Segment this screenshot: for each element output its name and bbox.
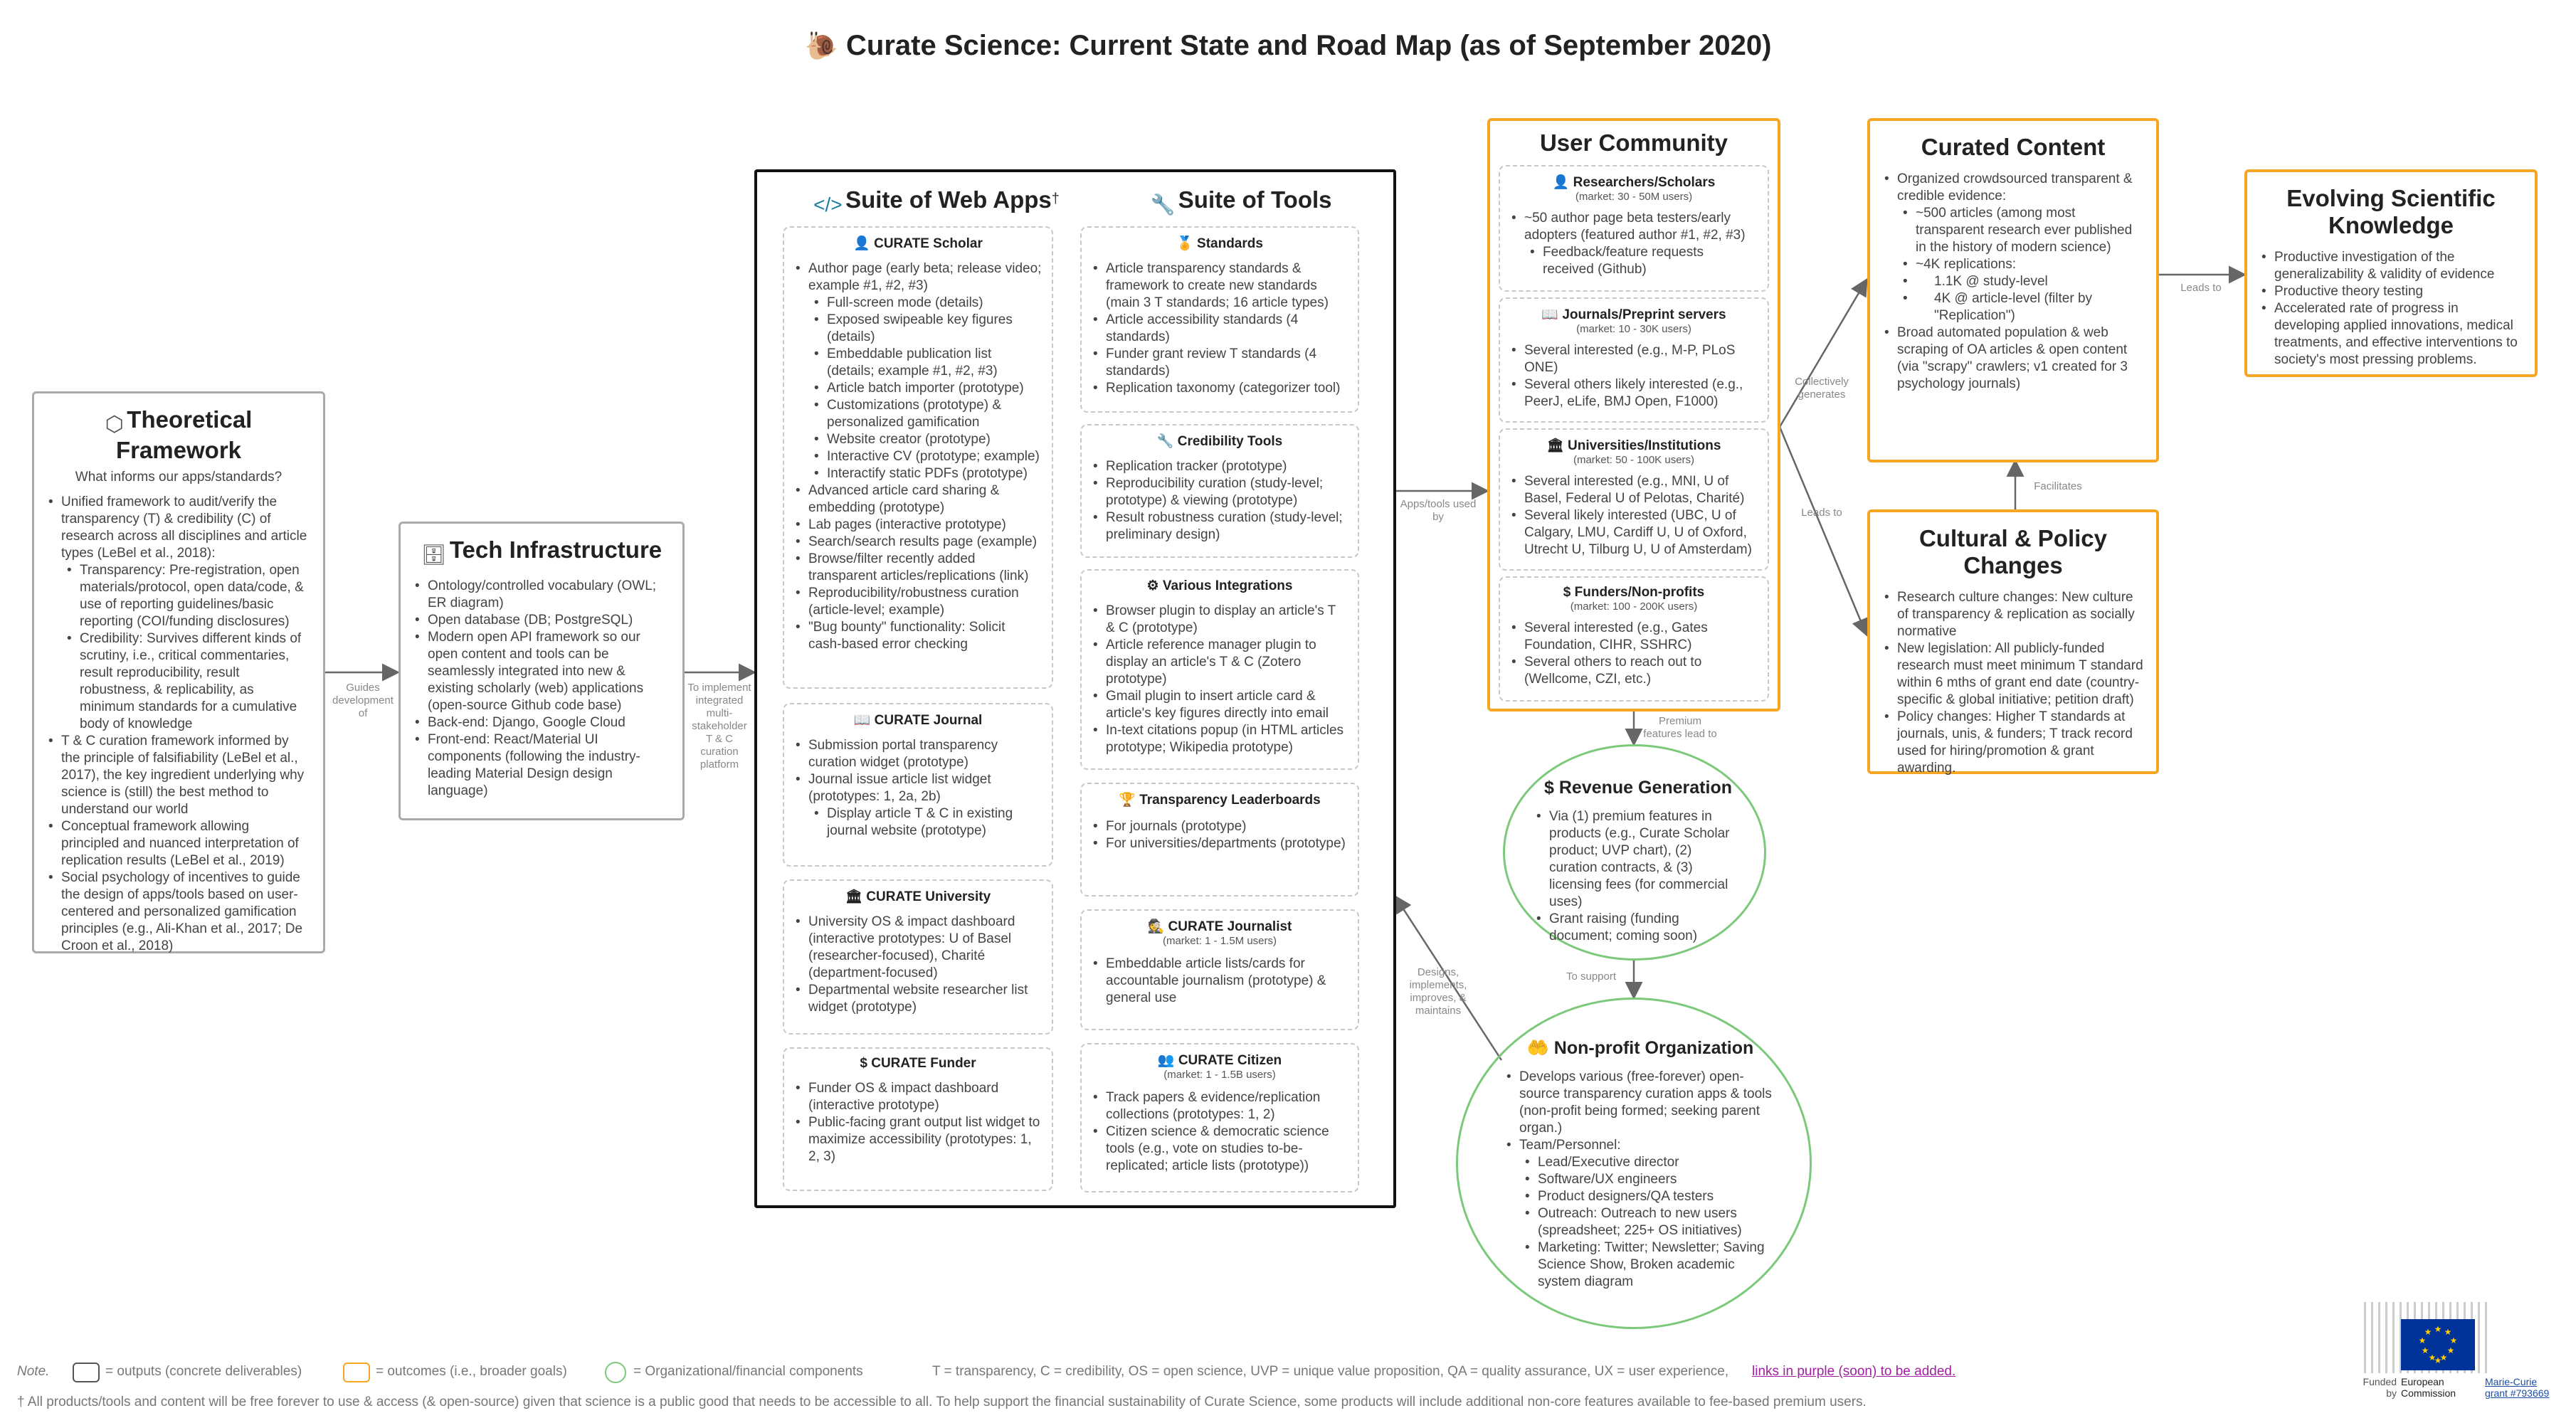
citizen-market: (market: 1 - 1.5B users) xyxy=(1163,1069,1276,1081)
list-item: • Via (1) premium features in products (e.g., Curate Scholar product; UVP chart), (2) curation contracts, & (3) licensing fees (for commercial uses) xyxy=(1535,808,1741,911)
footnote: † All products/tools and content will be free forever to use & access (& open-source) given that science is a public good that needs to be accessible to all. To help support the financial sustainability of Curate Science, some products will include additional non-core features available to fee-based premium users. xyxy=(17,1395,1867,1409)
list-item: • Interactive CV (prototype; example) xyxy=(794,448,1042,465)
legend-outcomes-swatch xyxy=(343,1363,370,1382)
list-item: • Interactify static PDFs (prototype) xyxy=(794,465,1042,482)
list-item: • University OS & impact dashboard (interactive prototypes: U of Basel (researcher-focused), Charité (department-focused) xyxy=(794,914,1042,982)
page-title: 🐌 Curate Science: Current State and Road Map (as of September 2020) xyxy=(804,30,1772,61)
legend-outcomes: = outcomes (i.e., broader goals) xyxy=(376,1364,567,1379)
apps-used-label: Apps/tools used by xyxy=(1400,498,1477,523)
list-item: • For journals (prototype) xyxy=(1092,818,1348,835)
implement-label: To implement integrated multi-stakeholder T & C curation platform xyxy=(687,682,751,771)
list-item: • Modern open API framework so our open content and tools can be seamlessly integrated into new & existing scholarly (web) applications (open-source Github code base) xyxy=(413,629,670,714)
cultural-title: Cultural & Policy Changes xyxy=(1918,525,2108,578)
scholar-title: CURATE Scholar xyxy=(874,236,983,251)
list-item: • Browse/filter recently added transparent articles/replications (link) xyxy=(794,551,1042,585)
wrench-small-icon: 🔧 xyxy=(1156,434,1174,449)
universities-card xyxy=(1499,428,1769,571)
list-item: • Submission portal transparency curation widget (prototype) xyxy=(794,737,1042,771)
curate-university-card xyxy=(783,879,1053,1035)
standards-card xyxy=(1080,226,1359,413)
citizen-title: CURATE Citizen xyxy=(1178,1053,1282,1068)
podium-icon: 🏆 xyxy=(1119,793,1136,808)
eu-funding-block xyxy=(2360,1288,2556,1409)
svg-text:★: ★ xyxy=(2439,1353,2448,1363)
university-title: CURATE University xyxy=(866,889,991,904)
collectively-label: Collectively generates xyxy=(1795,376,1849,401)
list-item: • Ontology/controlled vocabulary (OWL; ER diagram) xyxy=(413,578,670,612)
legend-note: Note. xyxy=(17,1364,50,1379)
list-item: • Departmental website researcher list widget (prototype) xyxy=(794,982,1042,1016)
theoretical-subtitle: What informs our apps/standards? xyxy=(75,470,283,485)
integrations-card xyxy=(1080,569,1359,770)
list-item: • ~500 articles (among most transparent research ever published in the history of modern science) xyxy=(1883,205,2143,256)
revenue-title: Revenue Generation xyxy=(1558,778,1732,798)
list-item: • Team/Personnel: xyxy=(1505,1137,1775,1154)
person-icon: 👤 xyxy=(1552,175,1570,190)
list-item: • Outreach: Outreach to new users (spreadsheet; 225+ OS initiatives) xyxy=(1505,1205,1775,1239)
list-item: • Unified framework to audit/verify the transparency (T) & credibility (C) of research across all disciplines and article types (LeBel et al., 2018): xyxy=(47,494,310,562)
list-item: • Back-end: Django, Google Cloud xyxy=(413,714,670,731)
list-item: • Several others likely interested (e.g., PeerJ, eLife, BMJ Open, F1000) xyxy=(1510,376,1758,411)
nonprofit-title: Non-profit Organization xyxy=(1553,1038,1754,1058)
list-item: • Advanced article card sharing & embedding (prototype) xyxy=(794,482,1042,517)
list-item: • Develops various (free-forever) open-source transparency curation apps & tools (non-profit being formed; seeking parent organ.) xyxy=(1505,1069,1775,1137)
list-item: • For universities/departments (prototype) xyxy=(1092,835,1348,852)
leaderboards-title: Transparency Leaderboards xyxy=(1139,793,1321,808)
list-item: • T & C curation framework informed by the principle of falsifiability (LeBel et al., 2017), the key ingredient underlying why science is (still) the best method to understand our world xyxy=(47,733,310,818)
list-item: • Result robustness curation (study-level; preliminary design) xyxy=(1092,509,1348,544)
list-item: • Social psychology of incentives to guide the design of apps/tools based on user-centered and personalized gamification principles (e.g., Ali-Khan et al., 2017; De Croon et al., 2018) xyxy=(47,869,310,955)
researchers-title: Researchers/Scholars xyxy=(1573,175,1716,190)
list-item: • Organized crowdsourced transparent & credible evidence: xyxy=(1883,171,2143,205)
svg-text:★: ★ xyxy=(2418,1335,2427,1345)
book-icon: 📖 xyxy=(1541,307,1559,322)
list-item: • Lab pages (interactive prototype) xyxy=(794,517,1042,534)
svg-text:★: ★ xyxy=(2446,1345,2455,1355)
list-item: • Public-facing grant output list widget to maximize accessibility (prototypes: 1, 2, 3) xyxy=(794,1114,1042,1165)
list-item: • Display article T & C in existing journal website (prototype) xyxy=(794,805,1042,840)
list-item: • Transparency: Pre-registration, open materials/protocol, open data/code, & use of reporting guidelines/basic reporting (COI/funding disclosures) xyxy=(47,562,310,630)
list-item: • Embeddable publication list (details; example #1, #2, #3) xyxy=(794,346,1042,380)
list-item: • Article reference manager plugin to display an article's T & C (Zotero prototype) xyxy=(1092,637,1348,688)
list-item: • Full-screen mode (details) xyxy=(794,295,1042,312)
list-item: • Author page (early beta; release video; example #1, #2, #3) xyxy=(794,260,1042,295)
svg-text:★: ★ xyxy=(2424,1327,2432,1337)
curated-title: Curated Content xyxy=(1921,134,2106,160)
list-item: • Funder OS & impact dashboard (interactive prototype) xyxy=(794,1080,1042,1114)
facilitates-label: Facilitates xyxy=(2034,480,2082,492)
database-icon: 🗄 xyxy=(421,544,447,566)
list-item: • Open database (DB; PostgreSQL) xyxy=(413,612,670,629)
journalist-market: (market: 1 - 1.5M users) xyxy=(1162,935,1277,947)
snail-icon: 🐌 xyxy=(804,31,838,61)
list-item: • Exposed swipeable key figures (details) xyxy=(794,312,1042,346)
journal-list xyxy=(794,737,1042,840)
funders-card xyxy=(1499,576,1769,702)
list-item: • Several interested (e.g., MNI, U of Basel, Federal U of Pelotas, Charité) xyxy=(1510,473,1758,507)
list-item: • ~50 author page beta testers/early adopters (featured author #1, #2, #3) xyxy=(1510,210,1758,244)
grant-line-1: Marie-Curie xyxy=(2485,1376,2538,1387)
funder-title: CURATE Funder xyxy=(871,1056,976,1071)
building-icon: 🏛 xyxy=(1546,438,1564,453)
list-item: • Search/search results page (example) xyxy=(794,534,1042,551)
curate-funder-card xyxy=(783,1047,1053,1191)
list-item: • Policy changes: Higher T standards at journals, unis, & funders; T track record used for hiring/promotion & grant awarding. xyxy=(1883,709,2143,777)
eu-funded-by: Funded by xyxy=(2363,1376,2397,1399)
evolving-knowledge-box xyxy=(2244,169,2538,377)
list-item: • Marketing: Twitter; Newsletter; Saving Science Show, Broken academic system diagram xyxy=(1505,1239,1775,1291)
list-item: • Embeddable article lists/cards for accountable journalism (prototype) & general use xyxy=(1092,956,1348,1007)
eu-flag-icon xyxy=(2401,1319,2475,1370)
leads-to-label-1: Leads to xyxy=(2180,282,2222,294)
list-item: • Article transparency standards & framework to create new standards (main 3 T standards; 16 article types) xyxy=(1092,260,1348,312)
list-item: • Productive investigation of the generalizability & validity of evidence xyxy=(2260,249,2522,283)
grant-line-2: grant #793669 xyxy=(2485,1387,2550,1399)
community-title: User Community xyxy=(1539,129,1728,156)
list-item: • Lead/Executive director xyxy=(1505,1154,1775,1171)
researchers-market: (market: 30 - 50M users) xyxy=(1575,191,1693,203)
guides-label: Guides development of xyxy=(332,682,394,719)
list-item: • Software/UX engineers xyxy=(1505,1171,1775,1188)
curated-list xyxy=(1883,171,2143,393)
list-item: • Several interested (e.g., Gates Foundation, CIHR, SSHRC) xyxy=(1510,620,1758,654)
integrations-title: Various Integrations xyxy=(1162,578,1293,593)
legend-abbreviations: T = transparency, C = credibility, OS = open science, UVP = unique value proposition, QA = quality assurance, UX = user experience, xyxy=(932,1364,1729,1379)
theoretical-title: Theoretical Framework xyxy=(115,406,253,464)
webapps-title: Suite of Web Apps xyxy=(845,186,1052,213)
list-item: • Several interested (e.g., M-P, PLoS ONE) xyxy=(1510,342,1758,376)
journalist-card xyxy=(1080,909,1359,1030)
dollar-icon: $ xyxy=(1563,585,1571,600)
nonprofit-organization-circle xyxy=(1456,998,1812,1329)
building-icon: 🏛 xyxy=(845,889,862,904)
list-item: • Several likely interested (UBC, U of Calgary, LMU, Cardiff U, U of Oxford, Utrecht U, Tilburg U, U of Amsterdam) xyxy=(1510,507,1758,559)
list-item: • Credibility: Survives different kinds of scrutiny, i.e., critical commentaries, result reproducibility, result robustness, & replicability, as minimum standards for a cumulative body of knowledge xyxy=(47,630,310,733)
universities-market: (market: 50 - 100K users) xyxy=(1573,454,1695,466)
curate-scholar-card xyxy=(783,226,1053,689)
list-item: • Several others to reach out to (Wellcome, CZI, etc.) xyxy=(1510,654,1758,688)
scholar-list xyxy=(794,260,1042,653)
list-item: • Replication tracker (prototype) xyxy=(1092,458,1348,475)
list-item: • 4K @ article-level (filter by "Replication") xyxy=(1883,290,2143,324)
funders-title: Funders/Non-profits xyxy=(1574,585,1705,600)
list-item: • ~4K replications: xyxy=(1883,256,2143,273)
list-item: • Replication taxonomy (categorizer tool) xyxy=(1092,380,1348,397)
journals-card xyxy=(1499,297,1769,423)
list-item: • Grant raising (funding document; coming soon) xyxy=(1535,911,1741,945)
wrench-icon: 🔧 xyxy=(1150,194,1176,216)
standards-title: Standards xyxy=(1197,236,1263,251)
journalist-title: CURATE Journalist xyxy=(1168,919,1292,934)
list-item: • Gmail plugin to insert article card & article's key figures directly into email xyxy=(1092,688,1348,722)
dollar-icon: $ xyxy=(860,1056,867,1071)
list-item: • Accelerated rate of progress in developing applied innovations, medical treatments, and effective interventions to society's most pressing problems. xyxy=(2260,300,2522,369)
dollar-icon: $ xyxy=(1544,778,1554,798)
researchers-card xyxy=(1499,165,1769,292)
tech-title: Tech Infrastructure xyxy=(449,536,663,563)
designs-label: Designs, implements, improves, & maintains xyxy=(1409,966,1467,1017)
cube-icon: ⬡ xyxy=(105,413,124,437)
legend-outputs-swatch xyxy=(73,1363,100,1382)
list-item: • New legislation: All publicly-funded research must meet minimum T standard within 6 mths of grant end date (country-specific & global initiative; petition draft) xyxy=(1883,640,2143,709)
people-icon: 👥 xyxy=(1157,1053,1175,1068)
hands-heart-icon: 🤲 xyxy=(1526,1038,1549,1058)
dagger-mark: † xyxy=(1051,191,1060,207)
list-item: • In-text citations popup (in HTML articles prototype; Wikipedia prototype) xyxy=(1092,722,1348,756)
svg-text:★: ★ xyxy=(2434,1355,2442,1365)
gears-icon: ⚙ xyxy=(1146,578,1159,593)
list-item: • Journal issue article list widget (prototypes: 1, 2a, 2b) xyxy=(794,771,1042,805)
universities-title: Universities/Institutions xyxy=(1568,438,1721,453)
revenue-generation-circle xyxy=(1503,744,1766,961)
premium-label: Premium features lead to xyxy=(1643,715,1717,740)
credibility-tools-card xyxy=(1080,424,1359,558)
list-item: • "Bug bounty" functionality: Solicit cash-based error checking xyxy=(794,619,1042,653)
leads-to-label-2: Leads to xyxy=(1801,507,1842,519)
nonprofit-list xyxy=(1505,1069,1775,1291)
list-item: • Funder grant review T standards (4 standards) xyxy=(1092,346,1348,380)
list-item: • Article batch importer (prototype) xyxy=(794,380,1042,397)
journals-market: (market: 10 - 30K users) xyxy=(1576,323,1691,335)
journal-title: CURATE Journal xyxy=(874,713,983,728)
legend-purple-links[interactable]: links in purple (soon) to be added. xyxy=(1752,1364,1956,1379)
list-item: • Browser plugin to display an article's T & C (prototype) xyxy=(1092,603,1348,637)
list-item: • Broad automated population & web scraping of OA articles & open content (via "scrapy" crawlers; v1 created for 3 psychology journals) xyxy=(1883,324,2143,393)
code-icon: </> xyxy=(813,193,843,216)
list-item: • Research culture changes: New culture of transparency & replication as socially normative xyxy=(1883,589,2143,640)
eu-name-2: Commission xyxy=(2401,1387,2456,1399)
leaderboards-card xyxy=(1080,783,1359,896)
list-item: • Product designers/QA testers xyxy=(1505,1188,1775,1205)
list-item: • Article accessibility standards (4 standards) xyxy=(1092,312,1348,346)
list-item: • 1.1K @ study-level xyxy=(1883,273,2143,290)
cultural-policy-box xyxy=(1867,509,2159,774)
list-item: • Reproducibility/robustness curation (article-level; example) xyxy=(794,585,1042,619)
evolving-title: Evolving Scientific Knowledge xyxy=(2286,185,2496,238)
list-item: • Reproducibility curation (study-level; prototype) & viewing (prototype) xyxy=(1092,475,1348,509)
funders-market: (market: 100 - 200K users) xyxy=(1570,601,1698,613)
legend-org: = Organizational/financial components xyxy=(633,1364,863,1379)
list-item: • Citizen science & democratic science tools (e.g., vote on studies to-be-replicated; article lists (prototype)) xyxy=(1092,1123,1348,1175)
certificate-icon: 🏅 xyxy=(1176,236,1193,251)
svg-text:★: ★ xyxy=(2434,1324,2442,1334)
list-item: • Productive theory testing xyxy=(2260,283,2522,300)
theoretical-framework-box xyxy=(32,391,325,953)
curate-journal-card xyxy=(783,703,1053,867)
eu-name-1: European xyxy=(2401,1376,2444,1387)
svg-text:★: ★ xyxy=(2428,1353,2437,1363)
book-icon: 📖 xyxy=(853,713,871,728)
citizen-card xyxy=(1080,1043,1359,1192)
curated-content-box xyxy=(1867,118,2159,462)
list-item: • Customizations (prototype) & personalized gamification xyxy=(794,397,1042,431)
credibility-title: Credibility Tools xyxy=(1177,434,1283,449)
journals-title: Journals/Preprint servers xyxy=(1562,307,1726,322)
legend-outputs: = outputs (concrete deliverables) xyxy=(105,1364,302,1379)
svg-text:★: ★ xyxy=(2444,1327,2452,1337)
list-item: • Conceptual framework allowing principled and nuanced interpretation of replication results (LeBel et al., 2019) xyxy=(47,818,310,869)
list-item: • Feedback/feature requests received (Github) xyxy=(1510,244,1758,278)
grant-link[interactable] xyxy=(2485,1376,2549,1399)
list-item: • Website creator (prototype) xyxy=(794,431,1042,448)
svg-text:★: ★ xyxy=(2449,1335,2458,1345)
eu-stars-icon xyxy=(2401,1319,2475,1370)
tools-title: Suite of Tools xyxy=(1178,186,1332,213)
to-support-label: To support xyxy=(1566,970,1617,983)
person-icon: 👤 xyxy=(853,236,870,251)
tech-infrastructure-box xyxy=(398,522,685,820)
svg-text:★: ★ xyxy=(2421,1345,2429,1355)
legend-org-swatch xyxy=(605,1362,626,1383)
journalist-icon: 🕵 xyxy=(1147,919,1165,934)
list-item: • Track papers & evidence/replication collections (prototypes: 1, 2) xyxy=(1092,1089,1348,1123)
list-item: • Front-end: React/Material UI components (following the industry-leading Material Design design language) xyxy=(413,731,670,800)
